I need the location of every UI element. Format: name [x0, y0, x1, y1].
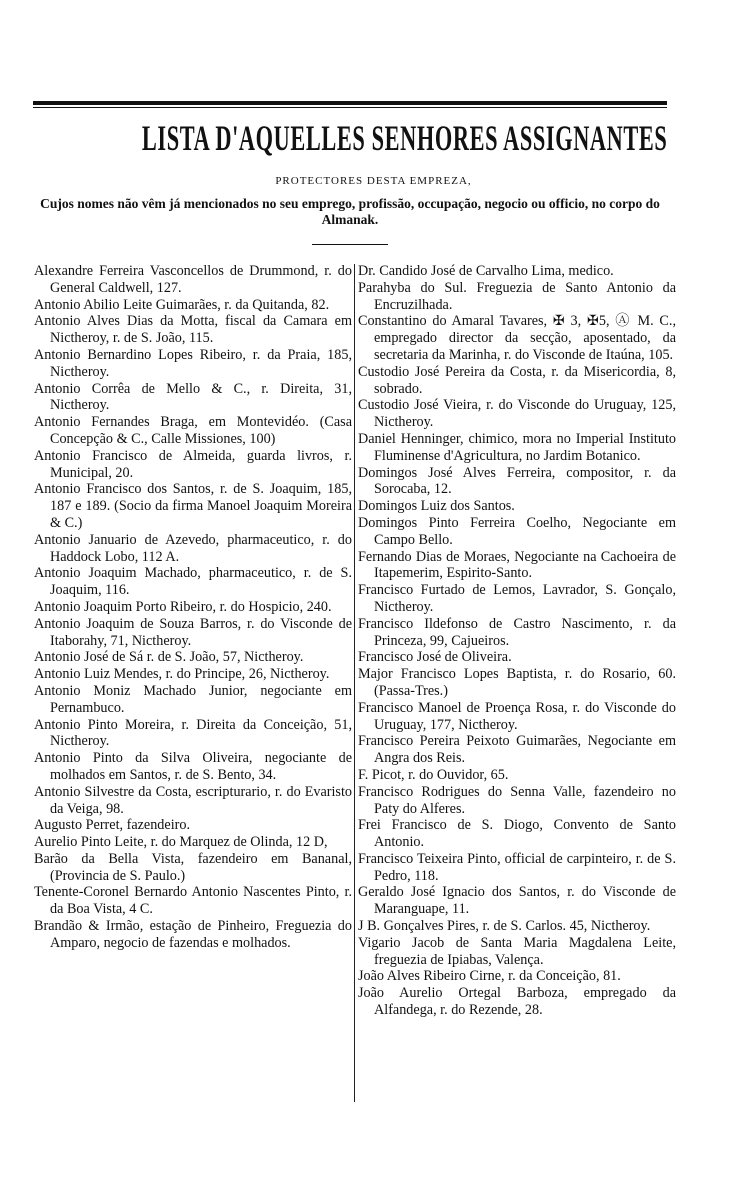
list-entry: Antonio Luiz Mendes, r. do Principe, 26, Nictheroy.: [34, 666, 330, 683]
list-entry: Francisco Pereira Peixoto Guimarães, Negociante em Angra dos Reis.: [358, 733, 676, 767]
list-entry: Francisco Furtado de Lemos, Lavrador, S. Gonçalo, Nictheroy.: [358, 582, 676, 615]
page-title: LISTA D'AQUELLES SENHORES ASSIGNANTES: [141, 118, 668, 158]
list-entry: Antonio Francisco de Almeida, guarda livros, r. Municipal, 20.: [34, 447, 352, 481]
list-entry: Antonio Joaquim de Souza Barros, r. do Visconde de Itaborahy, 71, Nictheroy.: [34, 615, 352, 649]
list-entry: Antonio Moniz Machado Junior, negociante em Pernambuco.: [34, 682, 352, 716]
list-entry: Fernando Dias de Moraes, Negociante na Cachoeira de Itapemerim, Espirito-Santo.: [358, 548, 676, 582]
top-double-rule: [33, 101, 667, 108]
list-entry: Frei Francisco de S. Diogo, Convento de Santo Antonio.: [358, 817, 676, 851]
list-entry: Barão da Bella Vista, fazendeiro em Bananal, (Provincia de S. Paulo.): [34, 850, 352, 884]
list-entry: Antonio Pinto da Silva Oliveira, negociante de molhados em Santos, r. de S. Bento, 34.: [34, 750, 352, 783]
right-column: [358, 263, 676, 1019]
list-entry: Major Francisco Lopes Baptista, r. do Rosario, 60. (Passa-Tres.): [358, 666, 676, 699]
list-entry: Alexandre Ferreira Vasconcellos de Drummond, r. do General Caldwell, 127.: [34, 263, 352, 296]
header-note: Cujos nomes não vêm já mencionados no seu emprego, profissão, occupação, negocio ou officio, no corpo do Almanak.: [40, 196, 660, 227]
list-entry: Antonio Francisco dos Santos, r. de S. Joaquim, 185, 187 e 189. (Socio da firma Manoel Joaquim Moreira & C.): [34, 481, 352, 531]
list-entry: Antonio Januario de Azevedo, pharmaceutico, r. do Haddock Lobo, 112 A.: [34, 531, 352, 565]
list-entry: Constantino do Amaral Tavares, ✠ 3, ✠5, Ⓐ M. C., empregado director da secção, aposentado, da secretaria da Marinha, r. do Visconde de Itaúna, 105.: [358, 313, 676, 363]
column-divider: [354, 264, 355, 1102]
list-entry: Antonio Pinto Moreira, r. Direita da Conceição, 51, Nictheroy.: [34, 716, 352, 750]
list-entry: Francisco Teixeira Pinto, official de carpinteiro, r. de S. Pedro, 118.: [358, 850, 676, 884]
list-entry: Antonio Alves Dias da Motta, fiscal da Camara em Nictheroy, r. de S. João, 115.: [34, 313, 352, 347]
list-entry: Francisco Rodrigues do Senna Valle, fazendeiro no Paty do Alferes.: [358, 783, 676, 817]
list-entry: Vigario Jacob de Santa Maria Magdalena Leite, freguezia de Ipiabas, Valença.: [358, 934, 676, 968]
list-entry: Antonio Bernardino Lopes Ribeiro, r. da Praia, 185, Nictheroy.: [34, 346, 352, 380]
list-entry: Custodio José Pereira da Costa, r. da Misericordia, 8, sobrado.: [358, 363, 676, 397]
short-divider: [312, 244, 388, 245]
list-entry: Antonio Abilio Leite Guimarães, r. da Quitanda, 82.: [34, 296, 330, 313]
page-subtitle: PROTECTORES DESTA EMPREZA,: [275, 175, 472, 187]
list-entry: Parahyba do Sul. Freguezia de Santo Antonio da Encruzilhada.: [358, 279, 676, 313]
list-entry: Antonio José de Sá r. de S. João, 57, Nictheroy.: [34, 649, 304, 666]
list-entry: Antonio Joaquim Porto Ribeiro, r. do Hospicio, 240.: [34, 598, 332, 615]
list-entry: Domingos Pinto Ferreira Coelho, Negociante em Campo Bello.: [358, 514, 676, 548]
list-entry: Antonio Silvestre da Costa, escripturario, r. do Evaristo da Veiga, 98.: [34, 783, 352, 817]
list-entry: Antonio Fernandes Braga, em Montevidéo. (Casa Concepção & C., Calle Missiones, 100): [34, 414, 352, 447]
list-entry: Domingos José Alves Ferreira, compositor, r. da Sorocaba, 12.: [358, 464, 676, 498]
list-entry: João Alves Ribeiro Cirne, r. da Conceição, 81.: [358, 968, 621, 985]
list-entry: João Aurelio Ortegal Barboza, empregado da Alfandega, r. do Rezende, 28.: [358, 985, 676, 1019]
list-entry: J B. Gonçalves Pires, r. de S. Carlos. 45, Nictheroy.: [358, 918, 651, 935]
list-entry: Daniel Henninger, chimico, mora no Imperial Instituto Fluminense d'Agricultura, no Jardim Botanico.: [358, 430, 676, 464]
list-entry: Dr. Candido José de Carvalho Lima, medico.: [358, 263, 614, 279]
left-column: [34, 263, 352, 952]
list-entry: Francisco José de Oliveira.: [358, 649, 512, 666]
list-entry: Aurelio Pinto Leite, r. do Marquez de Olinda, 12 D,: [34, 834, 328, 851]
list-entry: Francisco Ildefonso de Castro Nascimento, r. da Princeza, 99, Cajueiros.: [358, 615, 676, 649]
list-entry: Tenente-Coronel Bernardo Antonio Nascentes Pinto, r. da Boa Vista, 4 C.: [34, 884, 352, 918]
list-entry: F. Picot, r. do Ouvidor, 65.: [358, 766, 509, 783]
list-entry: Brandão & Irmão, estação de Pinheiro, Freguezia do Amparo, negocio de fazendas e molhados.: [34, 918, 352, 951]
list-entry: Domingos Luiz dos Santos.: [358, 498, 515, 515]
list-entry: Augusto Perret, fazendeiro.: [34, 817, 191, 834]
list-entry: Geraldo José Ignacio dos Santos, r. do Visconde de Maranguape, 11.: [358, 884, 676, 918]
list-entry: Antonio Joaquim Machado, pharmaceutico, r. de S. Joaquim, 116.: [34, 565, 352, 599]
list-entry: Francisco Manoel de Proença Rosa, r. do Visconde do Uruguay, 177, Nictheroy.: [358, 699, 676, 733]
list-entry: Custodio José Vieira, r. do Visconde do Uruguay, 125, Nictheroy.: [358, 397, 676, 431]
list-entry: Antonio Corrêa de Mello & C., r. Direita, 31, Nictheroy.: [34, 380, 352, 414]
